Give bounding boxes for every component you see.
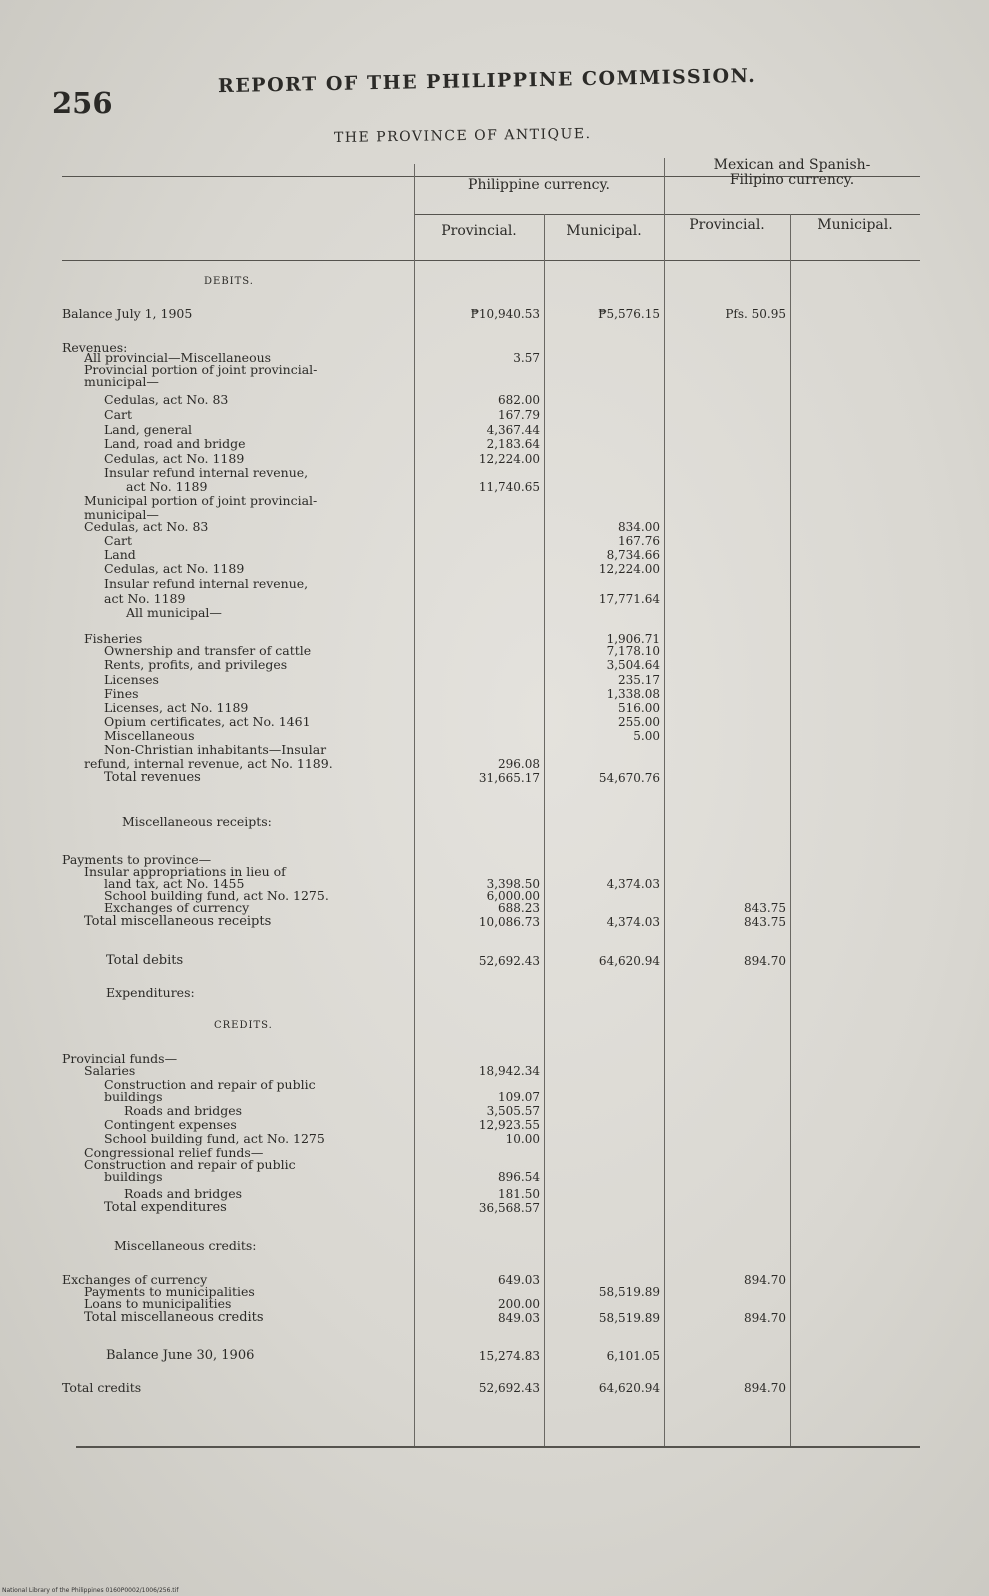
row-label: Provincial funds—: [62, 1051, 178, 1067]
row-label: Total miscellaneous receipts: [84, 914, 272, 930]
credits-heading: CREDITS.: [214, 1020, 273, 1031]
row-value-a: 52,692.43: [478, 1381, 540, 1396]
bottom-rule: [76, 1446, 920, 1448]
row-value-c: 843.75: [744, 915, 786, 930]
row-value-a: 849.03: [498, 1311, 540, 1326]
row-value-b: 834.00: [618, 519, 660, 534]
row-value-a: ₱10,940.53: [470, 307, 540, 322]
column-divider: [544, 214, 545, 1446]
row-value-b: 17,771.64: [598, 592, 660, 607]
row-value-b: 64,620.94: [598, 953, 660, 968]
row-value-b: 12,224.00: [598, 562, 660, 577]
row-label: Miscellaneous receipts:: [122, 814, 272, 830]
provincial-header: Provincial.: [441, 223, 517, 239]
row-label: Exchanges of currency: [62, 1271, 208, 1287]
row-label: Insular refund internal revenue,: [104, 576, 309, 592]
row-label: Fines: [104, 685, 139, 701]
row-label: Ownership and transfer of cattle: [104, 643, 312, 659]
row-value-a: 181.50: [498, 1186, 540, 1201]
row-value-a: 200.00: [498, 1297, 540, 1311]
row-value-b: 6,101.05: [606, 1349, 660, 1364]
page-number: 256: [52, 86, 113, 120]
row-value-a: 10.00: [505, 1132, 540, 1147]
philippine-currency-header: Philippine currency.: [468, 177, 610, 193]
row-value-b: 167.76: [618, 533, 660, 548]
row-label: buildings: [104, 1089, 163, 1105]
row-label: Licenses: [104, 671, 159, 687]
row-value-a: 649.03: [498, 1272, 540, 1287]
column-divider: [664, 158, 665, 1446]
row-label: Opium certificates, act No. 1461: [104, 713, 311, 729]
row-value-a: 2,183.64: [486, 436, 540, 451]
row-label: Land, road and bridge: [104, 435, 246, 451]
row-value-a: 3,505.57: [486, 1104, 540, 1119]
row-label: Roads and bridges: [124, 1103, 243, 1119]
row-label: refund, internal revenue, act No. 1189.: [84, 755, 333, 771]
mexican-currency-header: [664, 158, 920, 188]
row-label: Roads and bridges: [124, 1185, 243, 1201]
row-label: Total debits: [106, 952, 184, 968]
row-value-b: 255.00: [618, 714, 660, 729]
row-value-a: 896.54: [498, 1170, 540, 1185]
row-value-b: 54,670.76: [598, 770, 660, 785]
row-label: Cart: [104, 407, 133, 423]
table-title: THE PROVINCE OF ANTIQUE.: [333, 125, 592, 147]
row-value-c: 843.75: [744, 901, 786, 916]
row-label: act No. 1189: [104, 591, 186, 607]
row-label: Insular appropriations in lieu of: [84, 864, 286, 880]
row-label: Payments to municipalities: [84, 1283, 255, 1299]
municipal-header: Municipal.: [817, 217, 893, 233]
row-value-c: 894.70: [744, 1272, 786, 1287]
row-label: Municipal portion of joint provincial-: [84, 492, 318, 508]
row-label: Land: [104, 547, 136, 563]
header-rule: [62, 260, 920, 261]
row-label: School building fund, act No. 1275.: [104, 888, 329, 904]
row-label: Loans to municipalities: [84, 1296, 232, 1311]
row-label: Salaries: [84, 1063, 136, 1079]
row-value-a: 10,086.73: [478, 915, 540, 930]
row-label: Construction and repair of public: [104, 1077, 316, 1093]
row-value-a: 31,665.17: [478, 770, 540, 785]
column-divider: [790, 214, 791, 1446]
row-value-c: 894.70: [744, 1311, 786, 1326]
row-label: Exchanges of currency: [104, 900, 250, 916]
row-label: Rents, profits, and privileges: [104, 657, 288, 673]
row-value-a: 12,923.55: [478, 1118, 540, 1133]
row-value-c: 894.70: [744, 953, 786, 968]
row-label: Licenses, act No. 1189: [104, 699, 249, 715]
row-label: Total expenditures: [104, 1199, 227, 1215]
row-value-a: 682.00: [498, 393, 540, 408]
row-label: municipal—: [84, 506, 159, 522]
row-label: Expenditures:: [106, 984, 195, 1000]
row-value-b: 7,178.10: [606, 644, 660, 659]
row-value-a: 688.23: [498, 901, 540, 916]
row-label: Cedulas, act No. 83: [84, 518, 209, 534]
row-value-a: 167.79: [498, 408, 540, 423]
row-value-b: ₱5,576.15: [598, 307, 660, 322]
row-label: Construction and repair of public: [84, 1157, 296, 1173]
row-value-a: 3,398.50: [486, 877, 540, 892]
row-value-b: 4,374.03: [606, 877, 660, 892]
row-value-b: 1,338.08: [606, 686, 660, 701]
row-value-b: 58,519.89: [598, 1284, 660, 1299]
row-label: Cedulas, act No. 1189: [104, 450, 245, 466]
row-label: Cedulas, act No. 1189: [104, 561, 245, 577]
row-value-b: 3,504.64: [606, 658, 660, 673]
row-label: Provincial portion of joint provincial-: [84, 362, 318, 378]
mexican-currency-header-line1: Mexican and Spanish-: [713, 157, 871, 173]
row-value-a: 3.57: [513, 351, 540, 366]
row-label: School building fund, act No. 1275: [104, 1131, 325, 1147]
row-value-b: 235.17: [618, 672, 660, 687]
row-label: Land, general: [104, 421, 193, 437]
row-value-a: 12,224.00: [478, 451, 540, 466]
row-value-a: 109.07: [498, 1090, 540, 1105]
row-value-a: 36,568.57: [478, 1200, 540, 1215]
row-label: Cedulas, act No. 83: [104, 392, 229, 408]
row-label: Balance June 30, 1906: [106, 1348, 255, 1364]
municipal-header: Municipal.: [566, 223, 642, 239]
row-label: Fisheries: [84, 631, 143, 647]
row-value-b: 1,906.71: [606, 632, 660, 647]
row-label: buildings: [104, 1169, 163, 1185]
row-value-b: 516.00: [618, 700, 660, 715]
row-value-b: 58,519.89: [598, 1311, 660, 1326]
row-value-a: 11,740.65: [478, 479, 540, 494]
row-label: Total revenues: [104, 769, 201, 785]
row-value-b: 8,734.66: [606, 548, 660, 563]
row-value-b: 4,374.03: [606, 915, 660, 930]
row-value-a: 52,692.43: [478, 953, 540, 968]
row-label: Non-Christian inhabitants—Insular: [104, 741, 327, 757]
row-value-a: 4,367.44: [486, 422, 540, 437]
row-value-a: 18,942.34: [478, 1064, 540, 1079]
row-label: Balance July 1, 1905: [62, 306, 193, 322]
group-rule: [414, 214, 920, 215]
row-label: Congressional relief funds—: [84, 1145, 264, 1161]
provincial-header: Provincial.: [689, 217, 765, 233]
row-label: Revenues:: [62, 340, 128, 356]
row-label: All municipal—: [126, 605, 222, 621]
running-head: REPORT OF THE PHILIPPINE COMMISSION.: [217, 64, 757, 98]
row-label: act No. 1189: [126, 478, 208, 494]
row-label: Cart: [104, 532, 133, 548]
row-value-a: 296.08: [498, 756, 540, 771]
scan-footer: National Library of the Philippines 0160P0002/1006/256.tif: [2, 1587, 179, 1594]
row-label: Payments to province—: [62, 852, 212, 868]
row-label: Total credits: [62, 1380, 142, 1396]
row-value-a: 15,274.83: [478, 1349, 540, 1364]
row-label: Miscellaneous: [104, 727, 195, 743]
row-value-b: 64,620.94: [598, 1381, 660, 1396]
row-label: Contingent expenses: [104, 1117, 237, 1133]
row-value-c: Pfs. 50.95: [725, 307, 786, 322]
row-label: All provincial—Miscellaneous: [84, 350, 272, 366]
row-label: Miscellaneous credits:: [114, 1237, 257, 1253]
row-value-c: 894.70: [744, 1381, 786, 1396]
row-label: Insular refund internal revenue,: [104, 464, 309, 480]
row-label: Total miscellaneous credits: [84, 1310, 264, 1326]
row-value-a: 6,000.00: [486, 889, 540, 904]
row-value-b: 5.00: [633, 728, 660, 743]
debits-heading: DEBITS.: [204, 276, 254, 287]
row-label: land tax, act No. 1455: [104, 876, 245, 892]
mexican-currency-header-line2: Filipino currency.: [729, 172, 855, 188]
row-label: municipal—: [84, 374, 159, 390]
